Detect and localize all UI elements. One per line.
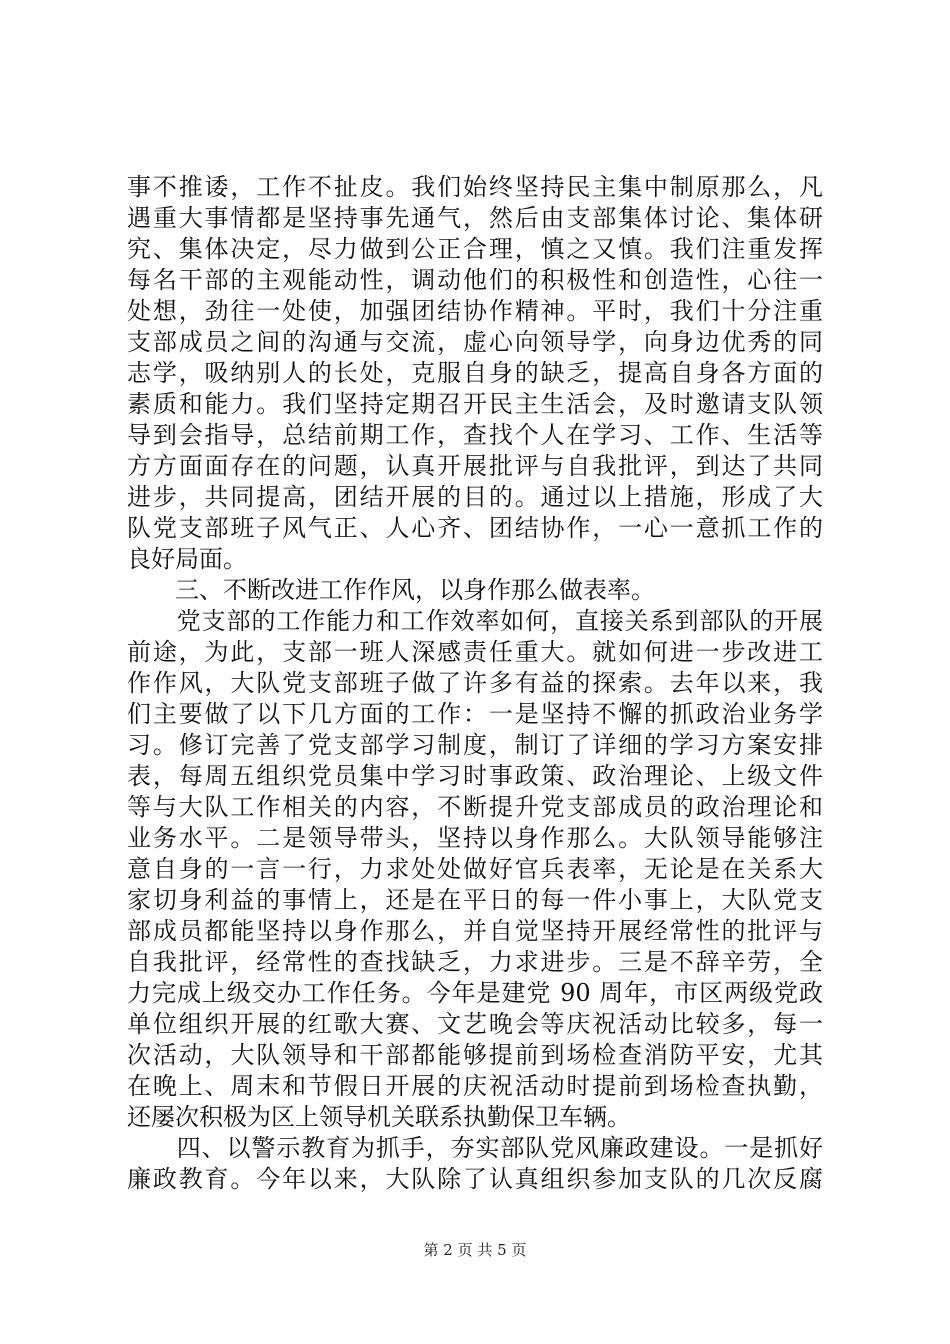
text-line: 自我批评，经常性的查找缺乏，力求进步。三是不辞辛劳，全 [127, 948, 823, 976]
text-line: 每名干部的主观能动性，调动他们的积极性和创造性，心往一 [127, 266, 823, 294]
text-line: 志学，吸纳别人的长处，克服自身的缺乏，提高自身各方面的 [127, 359, 823, 387]
text-line: 廉政教育。今年以来，大队除了认真组织参加支队的几次反腐 [127, 1165, 823, 1193]
text-line: 作作风，大队党支部班子做了许多有益的探索。去年以来，我 [127, 669, 823, 697]
text-line: 四、以警示教育为抓手，夯实部队党风廉政建设。一是抓好 [127, 1134, 823, 1162]
text-line: 导到会指导，总结前期工作，查找个人在学习、工作、生活等 [127, 421, 823, 449]
text-line: 支部成员之间的沟通与交流，虚心向领导学，向身边优秀的同 [127, 328, 823, 356]
text-line: 在晚上、周末和节假日开展的庆祝活动时提前到场检查执勤， [127, 1072, 823, 1100]
body-text [127, 172, 823, 1195]
text-line: 究、集体决定，尽力做到公正合理，慎之又慎。我们注重发挥 [127, 235, 823, 263]
text-line: 家切身利益的事情上，还是在平日的每一件小事上，大队党支 [127, 886, 823, 914]
text-line: 部成员都能坚持以身作那么，并自觉坚持开展经常性的批评与 [127, 917, 823, 945]
page-footer: 第 2 页 共 5 页 [423, 1241, 527, 1259]
text-line: 进步，共同提高，团结开展的目的。通过以上措施，形成了大 [127, 483, 823, 511]
text-line: 力完成上级交办工作任务。今年是建党 90 周年，市区两级党政 [127, 979, 823, 1007]
text-line: 队党支部班子风气正、人心齐、团结协作，一心一意抓工作的 [127, 514, 823, 542]
text-line: 表，每周五组织党员集中学习时事政策、政治理论、上级文件 [127, 762, 823, 790]
text-line: 事不推诿，工作不扯皮。我们始终坚持民主集中制原那么，凡 [127, 173, 823, 201]
text-line: 意自身的一言一行，力求处处做好官兵表率，无论是在关系大 [127, 855, 823, 883]
section-heading: 三、不断改进工作作风，以身作那么做表率。 [127, 576, 655, 604]
text-line: 等与大队工作相关的内容，不断提升党支部成员的政治理论和 [127, 793, 823, 821]
text-line: 处想，劲往一处使，加强团结协作精神。平时，我们十分注重 [127, 297, 823, 325]
text-line: 还屡次积极为区上领导机关联系执勤保卫车辆。 [127, 1103, 631, 1131]
text-line: 次活动，大队领导和干部都能够提前到场检查消防平安，尤其 [127, 1041, 823, 1069]
text-line: 遇重大事情都是坚持事先通气，然后由支部集体讨论、集体研 [127, 204, 823, 232]
text-line: 方方面面存在的问题，认真开展批评与自我批评，到达了共同 [127, 452, 823, 480]
text-line: 习。修订完善了党支部学习制度，制订了详细的学习方案安排 [127, 731, 823, 759]
text-line: 党支部的工作能力和工作效率如何，直接关系到部队的开展 [127, 607, 823, 635]
text-line: 良好局面。 [127, 545, 247, 573]
text-line: 们主要做了以下几方面的工作：一是坚持不懈的抓政治业务学 [127, 700, 823, 728]
text-line: 素质和能力。我们坚持定期召开民主生活会，及时邀请支队领 [127, 390, 823, 418]
text-line: 单位组织开展的红歌大赛、文艺晚会等庆祝活动比较多，每一 [127, 1010, 823, 1038]
text-line: 业务水平。二是领导带头，坚持以身作那么。大队领导能够注 [127, 824, 823, 852]
text-line: 前途，为此，支部一班人深感责任重大。就如何进一步改进工 [127, 638, 823, 666]
